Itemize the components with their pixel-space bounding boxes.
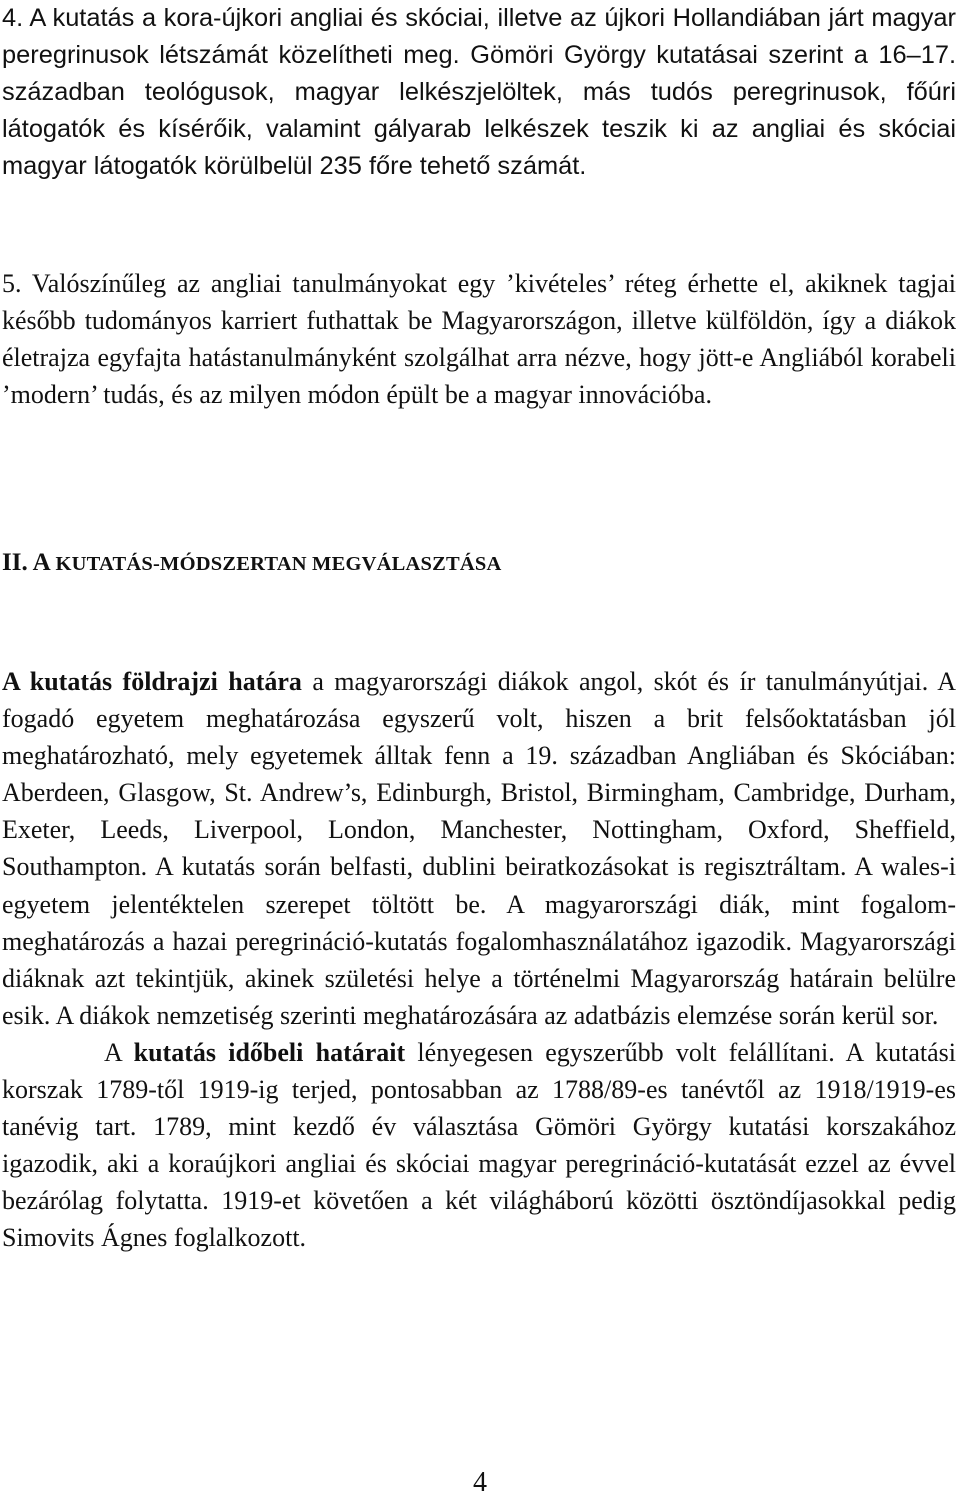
paragraph-text: a magyarországi diákok angol, skót és ír tanulmányútjai. A fogadó egyetem meghatározása egyszerű volt, hiszen a brit felsőoktatásban jól meghatározható, mely egyetemek álltak fenn a 19. században Angliában és Skóciában: Aberdeen, Glasgow, St. Andrew’s, Edinburgh, Bristol, Birmingham, Cambridge, Durham, Exeter, Leeds, Liverpool, London, Manchester, Nottingham, Oxford, Sheffield, Southampton. A kutatás során belfasti, dublini beiratkozásokat is regisztráltam. A wales-i egyetem jelentéktelen szerepet töltött be. A magyarországi diák, mint fogalom-meghatározás a hazai peregrináció-kutatás fogalomhasználatához igazodik. Magyarországi diáknak azt tekintjük, akinek születési helye a történelmi Magyarország határain belülre esik. A diákok nemzetiség szerinti meghatározására az adatbázis elemzése során kerül sor. — [2, 667, 956, 1030]
section-heading — [2, 543, 501, 584]
paragraph-text: lényegesen egyszerűbb volt felállítani. A kutatási korszak 1789-től 1919-ig terjed, pontosabban az 1788/89-es tanévtől az 1918/1919-es tanévig tart. 1789, mint kezdő év választása Gömöri György kutatási korszakához igazodik, aki a koraújkori angliai és skóciai magyar peregrináció-kutatását ezzel az évvel bezárólag folytatta. 1919-et követően a két világháború közötti ösztöndíjasokkal pedig Simovits Ágnes foglalkozott. — [2, 1037, 956, 1253]
paragraph-time-scope — [2, 1034, 956, 1257]
paragraph-lead: A — [104, 1037, 134, 1067]
bold-term: A kutatás földrajzi határa — [2, 667, 302, 696]
list-item-4 — [2, 0, 956, 185]
list-item-text: 4. A kutatás a kora-újkori angliai és skóciai, illetve az újkori Hollandiában járt magyar peregrinusok létszámát közelítheti meg. Gömöri György kutatásai szerint a 16–17. században teológusok, magyar lelkészjelöltek, más tudós peregrinusok, főúri látogatók és kísérőik, valamint gályarab lelkészek teszik ki az angliai és skóciai magyar látogatók körülbelül 235 főre tehető számát. — [2, 4, 956, 181]
list-item-text: 5. Valószínűleg az angliai tanulmányokat egy ’kivételes’ réteg érhette el, akiknek tagjai később tudományos karriert futhattak be Magyarországon, illetve külföldön, így a diákok életrajza egyfajta hatástanulmányként szolgálhat arra nézve, hogy jött-e Angliából korabeli ’modern’ tudás, és az milyen módon épült be a magyar innovációba. — [2, 269, 956, 410]
list-item-5 — [2, 265, 956, 413]
page-number: 4 — [473, 1467, 487, 1498]
section-number: II. — [2, 549, 28, 576]
body-text — [2, 663, 956, 1257]
paragraph-geographic-scope — [2, 663, 956, 1034]
bold-term: kutatás időbeli határait — [133, 1037, 406, 1067]
section-title-initial: A — [32, 549, 50, 576]
section-title: KUTATÁS-MÓDSZERTAN MEGVÁLASZTÁSA — [55, 553, 502, 575]
